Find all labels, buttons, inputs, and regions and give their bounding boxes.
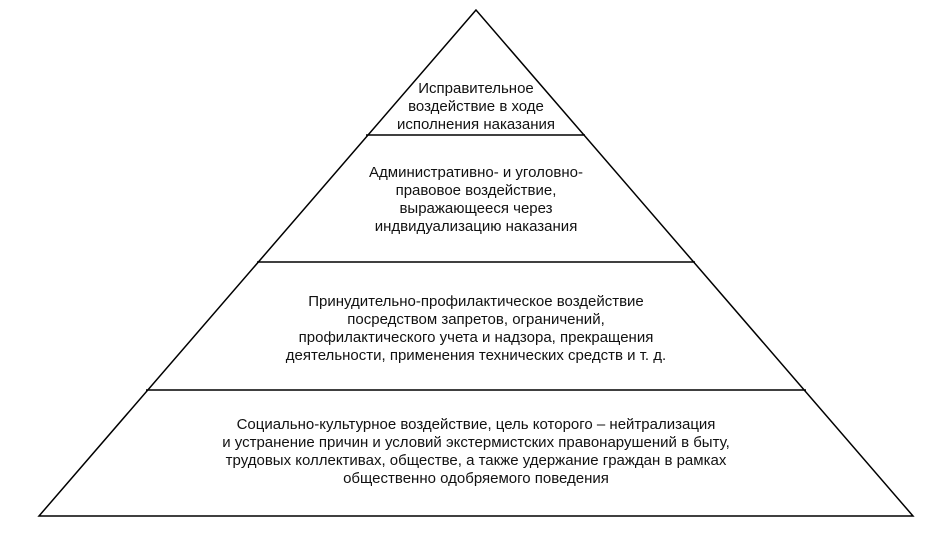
tier-3-line: профилактического учета и надзора, прекращения	[298, 329, 654, 346]
tier-3-label	[236, 293, 716, 365]
tier-1-label	[376, 80, 576, 134]
tier-3-line: Принудительно-профилактическое воздействие	[308, 293, 644, 310]
tier-3-line: посредством запретов, ограничений,	[347, 311, 605, 328]
tier-4-line: трудовых коллективах, обществе, а также удержание граждан в рамках	[225, 452, 727, 469]
tier-4-line: и устранение причин и условий экстермистских правонарушений в быту,	[222, 434, 730, 451]
tier-3-line: деятельности, применения технических средств и т. д.	[285, 347, 667, 364]
tier-4-line: Социально-культурное воздействие, цель которого – нейтрализация	[236, 416, 716, 433]
tier-1-line: воздействие в ходе	[408, 98, 544, 115]
tier-2-label	[326, 164, 626, 236]
tier-1-line: Исправительное	[418, 80, 534, 97]
tier-1-line: исполнения наказания	[396, 116, 556, 133]
tier-2-line: Административно- и уголовно-	[369, 164, 583, 181]
tier-4-label	[146, 416, 806, 488]
tier-2-line: правовое воздействие,	[395, 182, 557, 199]
tier-2-line: выражающееся через	[399, 200, 553, 217]
tier-2-line: индвидуализацию наказания	[374, 218, 578, 235]
tier-4-line: общественно одобряемого поведения	[343, 470, 609, 487]
